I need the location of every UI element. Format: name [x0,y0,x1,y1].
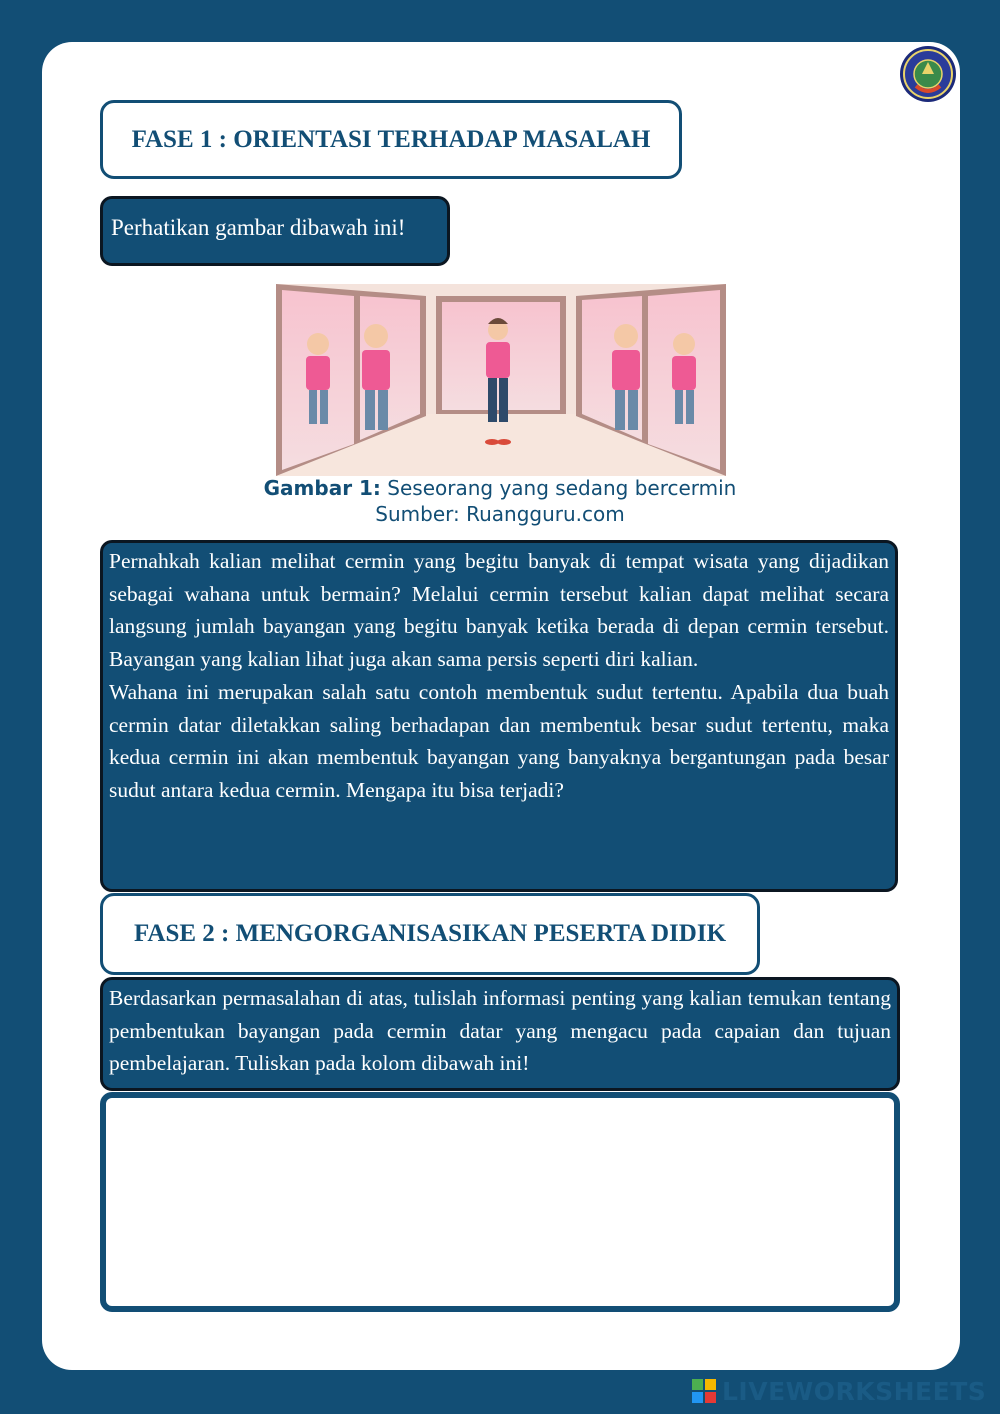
figure-caption-text: Seseorang yang sedang bercermin [387,476,737,500]
school-logo-icon [898,44,958,104]
story-paragraph-1: Pernahkah kalian melihat cermin yang begitu banyak di tempat wisata yang dijadikan sebagai wahana untuk bermain? Melalui cermin tersebut kalian dapat melihat secara langsung jumlah bayangan yang begitu banyak ketika berada di depan cermin tersebut. Bayangan yang kalian lihat juga akan sama persis seperti diri kalian. [109,549,889,672]
task-box [100,977,900,1091]
liveworksheets-logo-icon [692,1379,716,1403]
story-paragraph-2: Wahana ini merupakan salah satu contoh membentuk sudut tertentu. Apabila dua buah cermin datar diletakkan saling berhadapan dan membentuk besar sudut tertentu, maka kedua cermin ini akan membentuk bayangan yang banyaknya bergantungan pada besar sudut antara kedua cermin. Mengapa itu bisa terjadi? [109,679,889,802]
figure-caption-label: Gambar 1: [263,476,381,500]
figure-caption [200,476,800,500]
story-box [100,540,898,892]
phase-2-heading: FASE 2 : MENGORGANISASIKAN PESERTA DIDIK [100,893,760,975]
instruction-text: Perhatikan gambar dibawah ini! [111,215,406,240]
answer-input[interactable] [100,1092,900,1312]
mirror-room-illustration [276,284,726,476]
liveworksheets-watermark [692,1376,992,1406]
phase-1-heading: FASE 1 : ORIENTASI TERHADAP MASALAH [100,100,682,179]
liveworksheets-brand: LIVEWORKSHEETS [722,1376,987,1406]
figure-source: Sumber: Ruangguru.com [375,502,625,526]
task-text: Berdasarkan permasalahan di atas, tulislah informasi penting yang kalian temukan tentang pembentukan bayangan pada cermin datar yang mengacu pada capaian dan tujuan pembelajaran. Tuliskan pada kolom dibawah ini! [109,986,891,1076]
instruction-box [100,196,450,266]
